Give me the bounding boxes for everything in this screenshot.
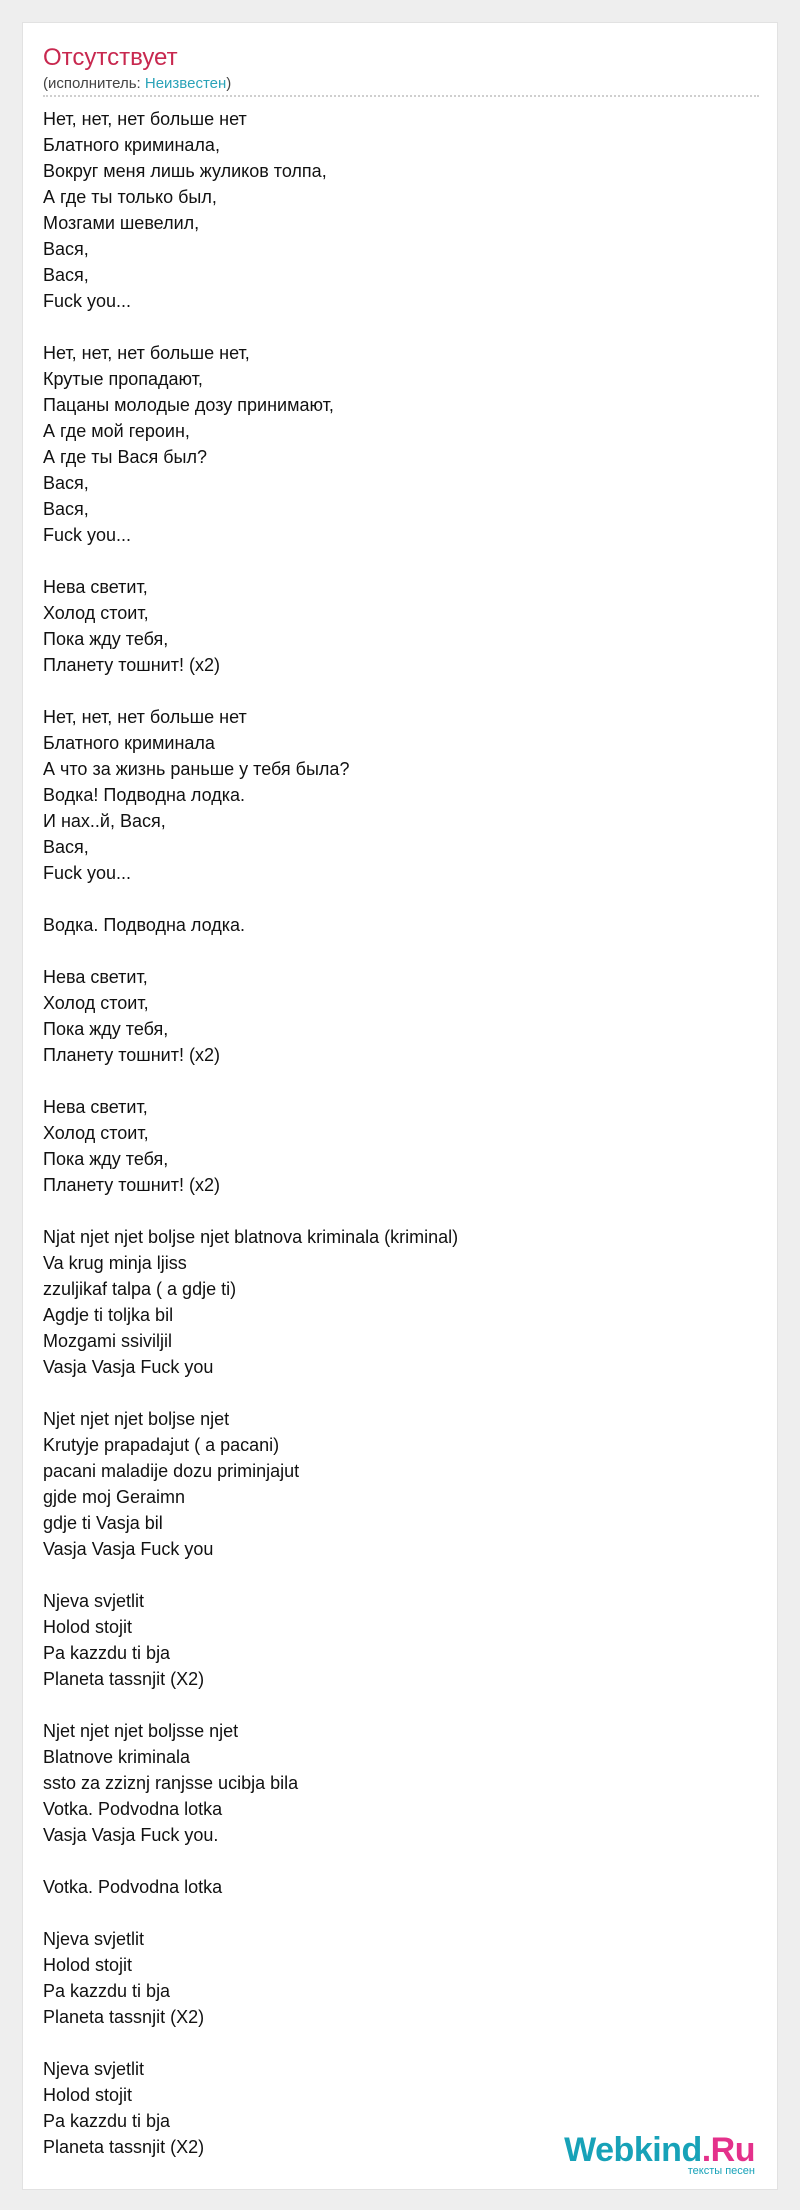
lyric-line: Вася, [43,265,89,285]
lyric-line: Блатного криминала [43,733,215,753]
lyric-line: Вася, [43,837,89,857]
lyric-line: Njeva svjetlit [43,1591,145,1611]
artist-suffix: ) [226,75,232,92]
lyric-line: Холод стоит, [43,603,149,623]
lyric-line: Planeta tassnjit (X2) [43,2137,205,2157]
lyrics-stanza [43,1224,458,1380]
lyric-line: Пока жду тебя, [43,1149,169,1169]
lyric-line: Планету тошнит! (x2) [43,655,220,675]
lyric-line: Blatnove kriminala [43,1747,191,1767]
lyric-line: Njat njet njet boljse njet blatnova kriminala (kriminal) [43,1227,459,1247]
lyric-line: Krutyje prapadajut ( a pacani) [43,1435,280,1455]
lyric-line: Pa kazzdu ti bja [43,2111,171,2131]
lyric-line: Нет, нет, нет больше нет [43,109,247,129]
lyric-line: Pa kazzdu ti bja [43,1981,171,2001]
lyric-line: Vasja Vasja Fuck you. [43,1825,219,1845]
lyric-line: Njeva svjetlit [43,2059,145,2079]
lyric-line: Agdje ti toljka bil [43,1305,174,1325]
lyric-line: Вася, [43,239,89,259]
lyric-line: Нет, нет, нет больше нет, [43,343,250,363]
lyric-line: Holod stojit [43,1617,133,1637]
title-divider [43,95,759,97]
lyric-line: Пока жду тебя, [43,1019,169,1039]
song-title: Отсутствует [43,44,178,71]
lyric-line: Водка. Подводна лодка. [43,915,245,935]
lyric-line: Нева светит, [43,577,148,597]
lyric-line: Вася, [43,499,89,519]
lyric-line: Mozgami ssiviljil [43,1331,173,1351]
lyric-line: Fuck you... [43,291,132,311]
lyrics-stanza [43,1094,458,1198]
logo-tagline: тексты песен [687,2165,755,2177]
lyric-line: Va krug minja ljiss [43,1253,187,1273]
lyrics-stanza [43,1406,458,1562]
lyric-line: Holod stojit [43,1955,133,1975]
lyric-line: Njeva svjetlit [43,1929,145,1949]
lyric-line: Вася, [43,473,89,493]
lyric-line: pacani maladije dozu priminjajut [43,1461,300,1481]
lyrics-stanza [43,1588,458,1692]
artist-line [43,75,231,93]
lyric-line: gdje ti Vasja bil [43,1513,163,1533]
lyric-line: А что за жизнь раньше у тебя была? [43,759,350,779]
lyric-line: zzuljikaf talpa ( a gdje ti) [43,1279,237,1299]
lyrics-stanza [43,1926,458,2030]
lyric-line: А где ты только был, [43,187,217,207]
lyric-line: Мозгами шевелил, [43,213,200,233]
lyrics-stanza [43,964,458,1068]
lyric-line: Блатного криминала, [43,135,220,155]
artist-link[interactable]: Неизвестен [144,75,227,92]
lyric-line: Votka. Podvodna lotka [43,1799,223,1819]
logo-wordmark: Webkind.Ru [564,2131,755,2169]
lyric-line: Njet njet njet boljse njet [43,1409,230,1429]
lyric-line: И нах..й, Вася, [43,811,166,831]
lyric-line: Planeta tassnjit (X2) [43,1669,205,1689]
lyric-line: Vasja Vasja Fuck you [43,1357,214,1377]
site-logo[interactable] [564,2132,755,2177]
lyric-line: gjde moj Geraimn [43,1487,186,1507]
lyric-line: Planeta tassnjit (X2) [43,2007,205,2027]
lyric-line: Пацаны молодые дозу принимают, [43,395,334,415]
lyric-line: Планету тошнит! (x2) [43,1175,220,1195]
lyric-line: Нева светит, [43,1097,148,1117]
lyrics-stanza [43,574,458,678]
lyric-line: Holod stojit [43,2085,133,2105]
lyrics-stanza [43,1874,458,1900]
lyric-line: Fuck you... [43,525,132,545]
lyric-line: Водка! Подводна лодка. [43,785,245,805]
lyric-line: Планету тошнит! (x2) [43,1045,220,1065]
lyric-line: ssto za zziznj ranjsse ucibja bila [43,1773,299,1793]
lyrics-card [22,22,778,2190]
lyrics-stanza [43,912,458,938]
lyric-line: Votka. Podvodna lotka [43,1877,223,1897]
lyric-line: Njet njet njet boljsse njet [43,1721,239,1741]
lyric-line: Fuck you... [43,863,132,883]
lyrics-stanza [43,704,458,886]
lyric-line: Холод стоит, [43,993,149,1013]
lyric-line: Вокруг меня лишь жуликов толпа, [43,161,327,181]
lyrics-stanza [43,1718,458,1848]
lyric-line: А где мой героин, [43,421,190,441]
lyric-line: Крутые пропадают, [43,369,203,389]
lyric-line: А где ты Вася был? [43,447,207,467]
lyric-line: Пока жду тебя, [43,629,169,649]
lyric-line: Vasja Vasja Fuck you [43,1539,214,1559]
lyric-line: Нева светит, [43,967,148,987]
lyric-line: Pa kazzdu ti bja [43,1643,171,1663]
artist-prefix: (исполнитель: [43,75,145,92]
lyrics-stanza [43,106,458,314]
lyrics-body [43,106,458,2186]
lyric-line: Нет, нет, нет больше нет [43,707,247,727]
lyric-line: Холод стоит, [43,1123,149,1143]
lyrics-stanza [43,2056,458,2160]
lyrics-stanza [43,340,458,548]
